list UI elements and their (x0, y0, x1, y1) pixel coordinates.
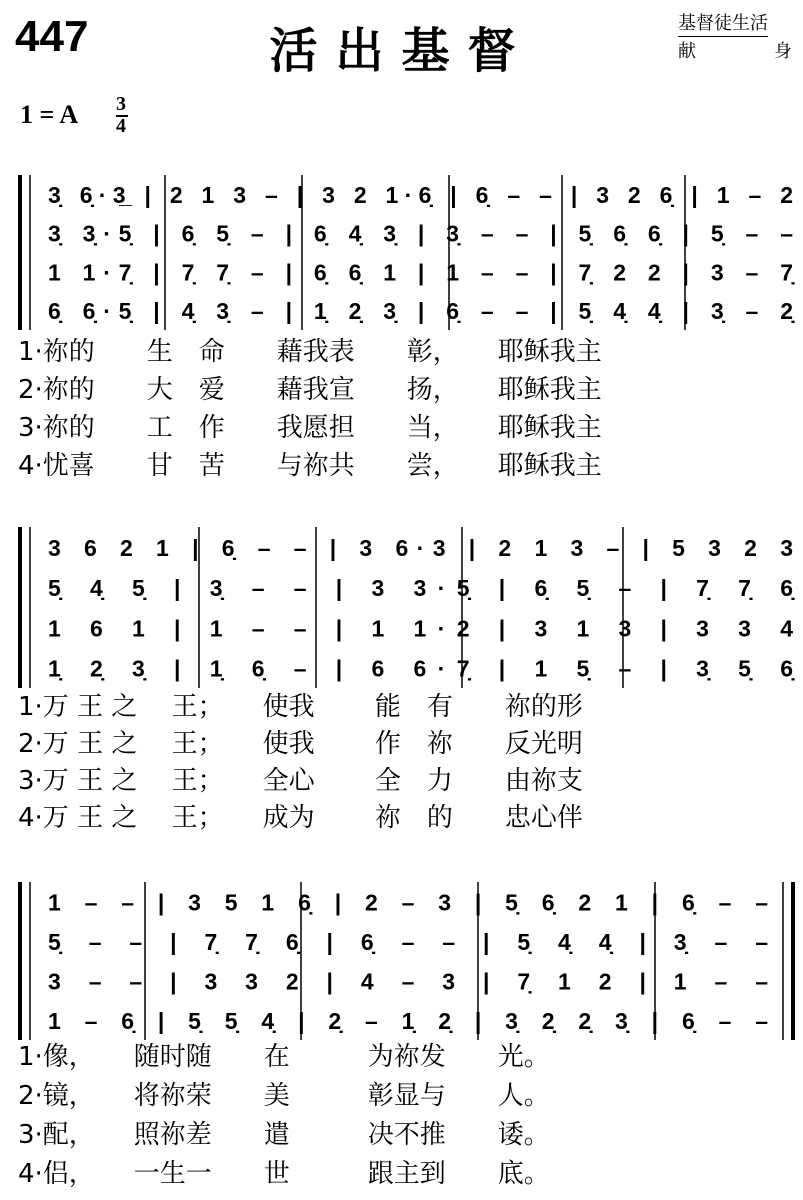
lyric-line: 3·万 王 之 王； 全心 全 力 由祢支 (18, 766, 583, 796)
lyric-line: 1·祢的 生 命 藉我表 彰， 耶稣我主 (18, 337, 602, 367)
note-row: 6̣ 6̣·5̣ | 4̣ 3̣ – | 1̣ 2̣ 3̣ | 6̣ – – | 5̣ 4̣ 4̣ | 3̣ – 2̣ (48, 298, 793, 325)
note-row: 1 – – | 3 5 1 6̣ | 2 – 3 | 5̣ 6̣ 2 1 | 6̣ – – (48, 889, 768, 916)
time-signature-numerator: 3 (116, 93, 126, 115)
lyric-line: 2·祢的 大 爱 藉我宣 扬， 耶稣我主 (18, 375, 602, 405)
subcategory-label: 献身 (678, 41, 792, 62)
key-signature: 1 = A (20, 100, 79, 129)
lyric-line: 2·万 王 之 王； 使我 作 祢 反光明 (18, 729, 583, 759)
note-row: 3 – – | 3 3 2 | 4 – 3 | 7̣ 1 2 | 1 – – (48, 968, 769, 995)
lyric-line: 4·侣， 一生一 世 跟主到 底。 (18, 1159, 550, 1189)
hymn-number: 447 (15, 12, 89, 61)
lyric-line: 1·万 王 之 王； 使我 能 有 祢的形 (18, 692, 583, 722)
note-row: 1 1·7̣ | 7̣ 7̣ – | 6̣ 6̣ 1 | 1 – – | 7̣ 2 2 | 3 – 7̣ (48, 259, 793, 286)
note-row: 3̣ 3̣·5̣ | 6̣ 5̣ – | 6̣ 4̣ 3̣ | 3̣ – – | 5̣ 6̣ 6̣ | 5̣ – – (48, 220, 793, 247)
lyric-line: 3·配， 照祢差 遣 决不推 诿。 (18, 1120, 550, 1150)
note-row: 5̣ – – | 7̣ 7̣ 6̣ | 6̣ – – | 5̣ 4̣ 4̣ | 3̣ – – (48, 928, 769, 955)
lyric-line: 4·忧喜 甘 苦 与祢共 尝， 耶稣我主 (18, 451, 602, 481)
note-row: 1̣ 2̣ 3̣ | 1̣ 6̣ – | 6 6·7̣ | 1 5̣ – | 3̣ 5̣ 6̣ (48, 655, 793, 682)
note-row: 3̣ 6̣·3̲ | 2 1 3 – | 3 2 1·6̣ | 6̣ – – | 3 2 6̣ | 1 – 2 (48, 181, 793, 208)
note-row: 5̣ 4̣ 5̣ | 3̣ – – | 3 3·5̣ | 6̣ 5̣ – | 7̣ 7̣ 6̣ (48, 575, 793, 602)
note-row: 1 – 6̣ | 5̣ 5̣ 4̣ | 2̣ – 1̣ 2̣ | 3̣ 2̣ 2̣ 3̣ | 6̣ – – (48, 1007, 768, 1034)
lyric-line: 2·镜， 将祢荣 美 彰显与 人。 (18, 1081, 550, 1111)
lyric-line: 3·祢的 工 作 我愿担 当， 耶稣我主 (18, 413, 602, 443)
lyric-line: 1·像， 随时随 在 为祢发 光。 (18, 1042, 550, 1072)
note-row: 1 6 1 | 1 – – | 1 1·2 | 3 1 3 | 3 3 4 (48, 615, 793, 642)
time-signature-denominator: 4 (116, 115, 126, 137)
category-label: 基督徒生活 (678, 12, 768, 37)
hymn-title: 活出基督 (269, 23, 534, 79)
lyric-line: 4·万 王 之 王； 成为 祢 的 忠心伴 (18, 803, 583, 833)
note-row: 3 6 2 1 | 6̣ – – | 3 6·3 | 2 1 3 – | 5 3 2 3 (48, 534, 793, 561)
